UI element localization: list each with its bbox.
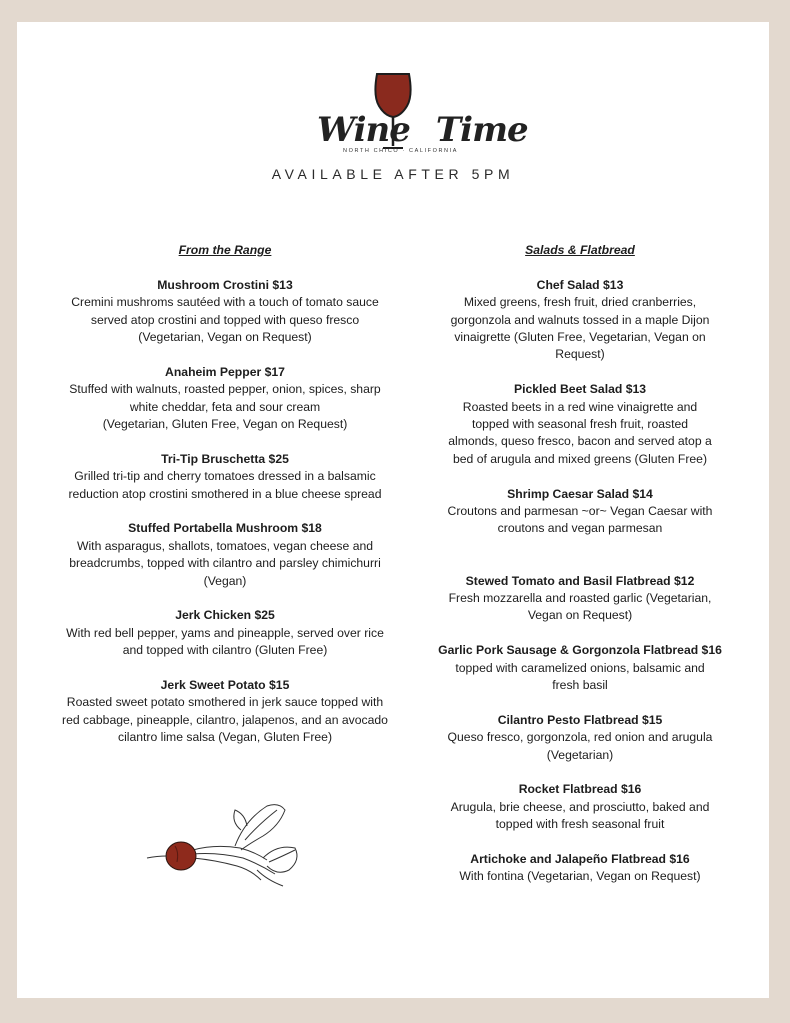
menu-item-name: Mushroom Crostini $13 bbox=[157, 277, 293, 292]
menu-item-desc: almonds, queso fresco, bacon and served atop a bbox=[448, 434, 712, 449]
menu-item-name: Artichoke and Jalapeño Flatbread $16 bbox=[470, 852, 690, 867]
menu-item bbox=[53, 520, 397, 590]
menu-item-name: Stuffed Portabella Mushroom $18 bbox=[128, 521, 322, 536]
beet-illustration-icon bbox=[145, 800, 305, 890]
menu-item-desc: With red bell pepper, yams and pineapple, served over rice bbox=[66, 625, 384, 640]
menu-item-desc: red cabbage, pineapple, cilantro, jalapenos, and an avocado bbox=[62, 712, 388, 727]
menu-page bbox=[17, 22, 769, 998]
from-the-range-column bbox=[53, 242, 397, 764]
menu-item-desc: Vegan on Request) bbox=[527, 608, 633, 623]
menu-item-desc: (Vegetarian, Gluten Free, Vegan on Request) bbox=[102, 417, 348, 432]
menu-item-desc: topped with caramelized onions, balsamic and bbox=[455, 660, 705, 675]
menu-item-desc: topped with seasonal fresh fruit, roasted bbox=[471, 417, 689, 432]
menu-item-name: Jerk Sweet Potato $15 bbox=[160, 678, 290, 693]
menu-item-desc: and topped with cilantro (Gluten Free) bbox=[122, 643, 328, 658]
menu-item-desc: (Vegetarian, Vegan on Request) bbox=[138, 330, 312, 345]
menu-item-name: Tri-Tip Bruschetta $25 bbox=[161, 451, 289, 466]
menu-item-desc: reduction atop crostini smothered in a blue cheese spread bbox=[68, 486, 382, 501]
menu-item-name: Cilantro Pesto Flatbread $15 bbox=[497, 712, 663, 727]
logo-wordmark bbox=[317, 110, 528, 150]
menu-item-desc: (Vegan) bbox=[203, 573, 247, 588]
menu-item bbox=[435, 851, 725, 886]
menu-item-desc: Queso fresco, gorgonzola, red onion and arugula bbox=[447, 730, 713, 745]
menu-item-name: Stewed Tomato and Basil Flatbread $12 bbox=[465, 573, 695, 588]
menu-item bbox=[53, 677, 397, 747]
menu-item bbox=[435, 781, 725, 833]
salads-flatbread-column bbox=[435, 242, 725, 903]
menu-item-desc: Mixed greens, fresh fruit, dried cranberries, bbox=[463, 295, 697, 310]
menu-item bbox=[53, 451, 397, 503]
menu-item bbox=[53, 364, 397, 434]
logo-word-time: Time bbox=[435, 110, 528, 150]
menu-item-desc: cilantro lime salsa (Vegan, Gluten Free) bbox=[117, 730, 333, 745]
menu-item-desc: Request) bbox=[555, 347, 605, 362]
availability-note: AVAILABLE AFTER 5PM bbox=[271, 166, 515, 182]
menu-item-desc: With fontina (Vegetarian, Vegan on Request) bbox=[459, 869, 701, 884]
wine-time-logo bbox=[313, 72, 528, 154]
logo-word-wine: Wine bbox=[317, 110, 410, 150]
menu-item-desc: croutons and vegan parmesan bbox=[497, 521, 663, 536]
menu-item bbox=[435, 573, 725, 625]
spacer bbox=[435, 555, 725, 572]
menu-item bbox=[435, 712, 725, 764]
menu-item-desc: topped with fresh seasonal fruit bbox=[495, 817, 665, 832]
menu-item-desc: Croutons and parmesan ~or~ Vegan Caesar with bbox=[447, 504, 713, 519]
menu-item-desc: Grilled tri-tip and cherry tomatoes dressed in a balsamic bbox=[74, 469, 376, 484]
menu-item-desc: Fresh mozzarella and roasted garlic (Vegetarian, bbox=[448, 591, 712, 606]
menu-item-desc: breadcrumbs, topped with cilantro and parsley chimichurri bbox=[69, 556, 381, 571]
menu-item-desc: With asparagus, shallots, tomatoes, vegan cheese and bbox=[76, 538, 374, 553]
section-title-from-the-range: From the Range bbox=[178, 243, 272, 257]
menu-item bbox=[53, 607, 397, 659]
menu-item-name: Pickled Beet Salad $13 bbox=[513, 382, 647, 397]
menu-item bbox=[435, 381, 725, 468]
menu-item-name: Chef Salad $13 bbox=[536, 277, 624, 292]
menu-item-desc: fresh basil bbox=[552, 678, 608, 693]
menu-item-name: Shrimp Caesar Salad $14 bbox=[507, 486, 653, 501]
menu-item-name: Jerk Chicken $25 bbox=[175, 608, 275, 623]
menu-item-desc: white cheddar, feta and sour cream bbox=[129, 399, 321, 414]
menu-item bbox=[53, 277, 397, 347]
menu-item-desc: Roasted beets in a red wine vinaigrette and bbox=[462, 399, 698, 414]
menu-item bbox=[435, 486, 725, 538]
menu-item-name: Rocket Flatbread $16 bbox=[518, 782, 642, 797]
menu-item-name: Garlic Pork Sausage & Gorgonzola Flatbread $16 bbox=[438, 643, 722, 658]
menu-item-desc: (Vegetarian) bbox=[546, 747, 614, 762]
menu-item-desc: Stuffed with walnuts, roasted pepper, onion, spices, sharp bbox=[69, 382, 381, 397]
section-title-salads-flatbread: Salads & Flatbread bbox=[525, 243, 635, 257]
menu-item-desc: Arugula, brie cheese, and prosciutto, baked and bbox=[450, 799, 710, 814]
menu-item-desc: bed of arugula and mixed greens (Gluten Free) bbox=[452, 451, 708, 466]
menu-item bbox=[435, 277, 725, 364]
menu-item-desc: Cremini mushroms sautéed with a touch of tomato sauce bbox=[71, 295, 379, 310]
menu-item-desc: served atop crostini and topped with queso fresco bbox=[90, 312, 360, 327]
logo-location: NORTH CHICO · CALIFORNIA bbox=[343, 148, 458, 154]
menu-item bbox=[435, 642, 725, 694]
menu-item-name: Anaheim Pepper $17 bbox=[165, 364, 285, 379]
menu-item-desc: gorgonzola and walnuts tossed in a maple Dijon bbox=[450, 312, 710, 327]
menu-item-desc: vinaigrette (Gluten Free, Vegetarian, Vegan on bbox=[454, 330, 706, 345]
menu-item-desc: Roasted sweet potato smothered in jerk sauce topped with bbox=[66, 695, 384, 710]
